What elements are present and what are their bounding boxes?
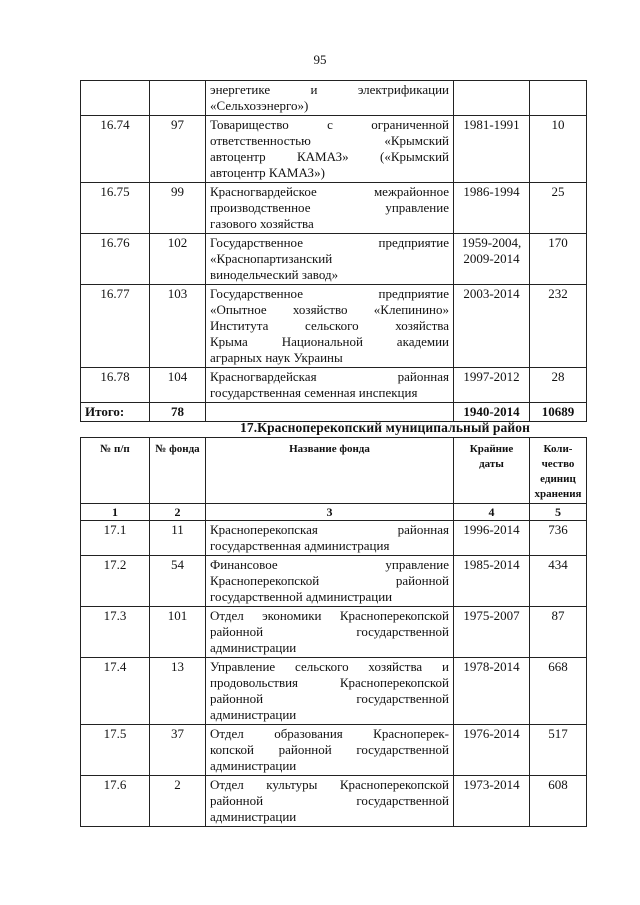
table-row [81, 725, 587, 776]
date-range [454, 81, 530, 116]
unit-count: 517 [530, 725, 587, 776]
fond-name-line: производственное управление [210, 200, 449, 215]
fond-name-line: автоцентр КАМАЗ») [210, 165, 325, 180]
fond-name-line: Товарищество с ограниченной [210, 117, 449, 132]
table-row [81, 607, 587, 658]
fond-name [206, 116, 454, 183]
row-number: 17.5 [81, 725, 150, 776]
row-number: 17.3 [81, 607, 150, 658]
fond-name [206, 776, 454, 827]
table-body [81, 81, 587, 422]
fond-number: 103 [150, 285, 206, 368]
unit-count: 25 [530, 183, 587, 234]
table-row [81, 556, 587, 607]
fond-name [206, 285, 454, 368]
row-number: 16.77 [81, 285, 150, 368]
fond-number: 99 [150, 183, 206, 234]
table-row [81, 521, 587, 556]
fond-name-line: администрации [210, 640, 297, 655]
fond-name [206, 183, 454, 234]
fond-name-line: Отдел образования Красноперек- [210, 726, 449, 741]
fond-name-line: Крыма Национальной академии [210, 334, 449, 349]
row-number: 16.76 [81, 234, 150, 285]
unit-count: 434 [530, 556, 587, 607]
fond-number [150, 81, 206, 116]
fond-name [206, 521, 454, 556]
section-title: 17.Красноперекопский муниципальный район [240, 420, 530, 435]
table-row [81, 368, 587, 403]
header-count: Коли-чество единиц хранения [530, 438, 587, 504]
fond-name-line: Красногвардейская районная [210, 369, 449, 384]
row-number: 17.2 [81, 556, 150, 607]
total-row [81, 403, 587, 422]
fond-name-line: Красногвардейское межрайонное [210, 184, 449, 199]
fond-name-line: Управление сельского хозяйства и [210, 659, 449, 674]
fond-name-line: Государственное предприятие [210, 286, 449, 301]
column-index: 1 [81, 504, 150, 521]
unit-count: 736 [530, 521, 587, 556]
unit-count: 10 [530, 116, 587, 183]
fond-number: 101 [150, 607, 206, 658]
row-number: 16.78 [81, 368, 150, 403]
date-range: 1976-2014 [454, 725, 530, 776]
table-row [81, 116, 587, 183]
column-index: 5 [530, 504, 587, 521]
fond-name [206, 234, 454, 285]
table-row [81, 183, 587, 234]
fond-name-line: Отдел культуры Красноперекопской [210, 777, 449, 792]
total-label: Итого: [81, 403, 150, 422]
column-index: 4 [454, 504, 530, 521]
header-name: Название фонда [206, 438, 454, 504]
unit-count: 608 [530, 776, 587, 827]
unit-count: 87 [530, 607, 587, 658]
date-range: 1985-2014 [454, 556, 530, 607]
table-body [81, 521, 587, 827]
header-dates: Крайние даты [454, 438, 530, 504]
fond-name [206, 368, 454, 403]
fond-name-line: продовольствия Красноперекопской [210, 675, 449, 690]
table-row [81, 658, 587, 725]
fond-name-line: районной государственной [210, 624, 449, 639]
row-number [81, 81, 150, 116]
fond-name [206, 81, 454, 116]
fond-number: 104 [150, 368, 206, 403]
fond-name-line: администрации [210, 758, 297, 773]
row-number: 17.4 [81, 658, 150, 725]
column-index-row [81, 504, 587, 521]
total-dates: 1940-2014 [454, 403, 530, 422]
fond-name-line: районной государственной [210, 793, 449, 808]
total-units: 10689 [530, 403, 587, 422]
fond-name-line: аграрных наук Украины [210, 350, 343, 365]
table-row [81, 776, 587, 827]
date-range: 1978-2014 [454, 658, 530, 725]
fond-name-line: районной государственной [210, 691, 449, 706]
fond-name-line: энергетике и электрификации [210, 82, 449, 97]
date-range: 1973-2014 [454, 776, 530, 827]
header-num: № п/п [81, 438, 150, 504]
fond-name-line: Красноперекопской районной [210, 573, 449, 588]
date-range: 1975-2007 [454, 607, 530, 658]
fond-name-line: газового хозяйства [210, 216, 314, 231]
page-number: 95 [313, 52, 327, 67]
total-fond-count: 78 [150, 403, 206, 422]
fond-name-line: автоцентр КАМАЗ» («Крымский [210, 149, 449, 164]
fond-name-line: Института сельского хозяйства [210, 318, 449, 333]
column-index: 3 [206, 504, 454, 521]
fond-name-line: «Краснопартизанский [210, 251, 333, 266]
date-range: 1986-1994 [454, 183, 530, 234]
table-row [81, 234, 587, 285]
table-row [81, 285, 587, 368]
unit-count: 668 [530, 658, 587, 725]
fond-name-line: Красноперекопская районная [210, 522, 449, 537]
fond-name-line: государственная семенная инспекция [210, 385, 418, 400]
row-number: 17.6 [81, 776, 150, 827]
table-row [81, 81, 587, 116]
unit-count: 28 [530, 368, 587, 403]
fond-name [206, 556, 454, 607]
fond-name-line: «Опытное хозяйство «Клепинино» [210, 302, 449, 317]
fond-name-line: Отдел экономики Красноперекопской [210, 608, 449, 623]
row-number: 17.1 [81, 521, 150, 556]
fond-name-line: государственной администрации [210, 589, 393, 604]
fond-name-line: ответственностью «Крымский [210, 133, 449, 148]
fond-name-line: винодельческий завод» [210, 267, 339, 282]
fond-number: 54 [150, 556, 206, 607]
total-empty [206, 403, 454, 422]
fond-name [206, 607, 454, 658]
date-range: 1996-2014 [454, 521, 530, 556]
fond-number: 102 [150, 234, 206, 285]
fond-name [206, 725, 454, 776]
fond-name-line: Финансовое управление [210, 557, 449, 572]
header-fond: № фонда [150, 438, 206, 504]
archive-table-district-16 [80, 80, 587, 422]
unit-count [530, 81, 587, 116]
fond-name-line: Государственное предприятие [210, 235, 449, 250]
fond-name-line: администрации [210, 707, 297, 722]
fond-name-line: государственная администрация [210, 538, 390, 553]
row-number: 16.75 [81, 183, 150, 234]
row-number: 16.74 [81, 116, 150, 183]
date-range: 1997-2012 [454, 368, 530, 403]
fond-name [206, 658, 454, 725]
fond-number: 13 [150, 658, 206, 725]
fond-name-line: администрации [210, 809, 297, 824]
date-range: 1981-1991 [454, 116, 530, 183]
fond-number: 2 [150, 776, 206, 827]
fond-number: 97 [150, 116, 206, 183]
column-index: 2 [150, 504, 206, 521]
archive-table-district-17 [80, 437, 587, 827]
fond-name-line: копской районной государственной [210, 742, 449, 757]
fond-number: 37 [150, 725, 206, 776]
header-row [81, 438, 587, 504]
date-range: 2003-2014 [454, 285, 530, 368]
date-range: 1959-2004, 2009-2014 [454, 234, 530, 285]
unit-count: 232 [530, 285, 587, 368]
fond-name-line: «Сельхозэнерго») [210, 98, 309, 113]
fond-number: 11 [150, 521, 206, 556]
unit-count: 170 [530, 234, 587, 285]
table-header [81, 438, 587, 521]
